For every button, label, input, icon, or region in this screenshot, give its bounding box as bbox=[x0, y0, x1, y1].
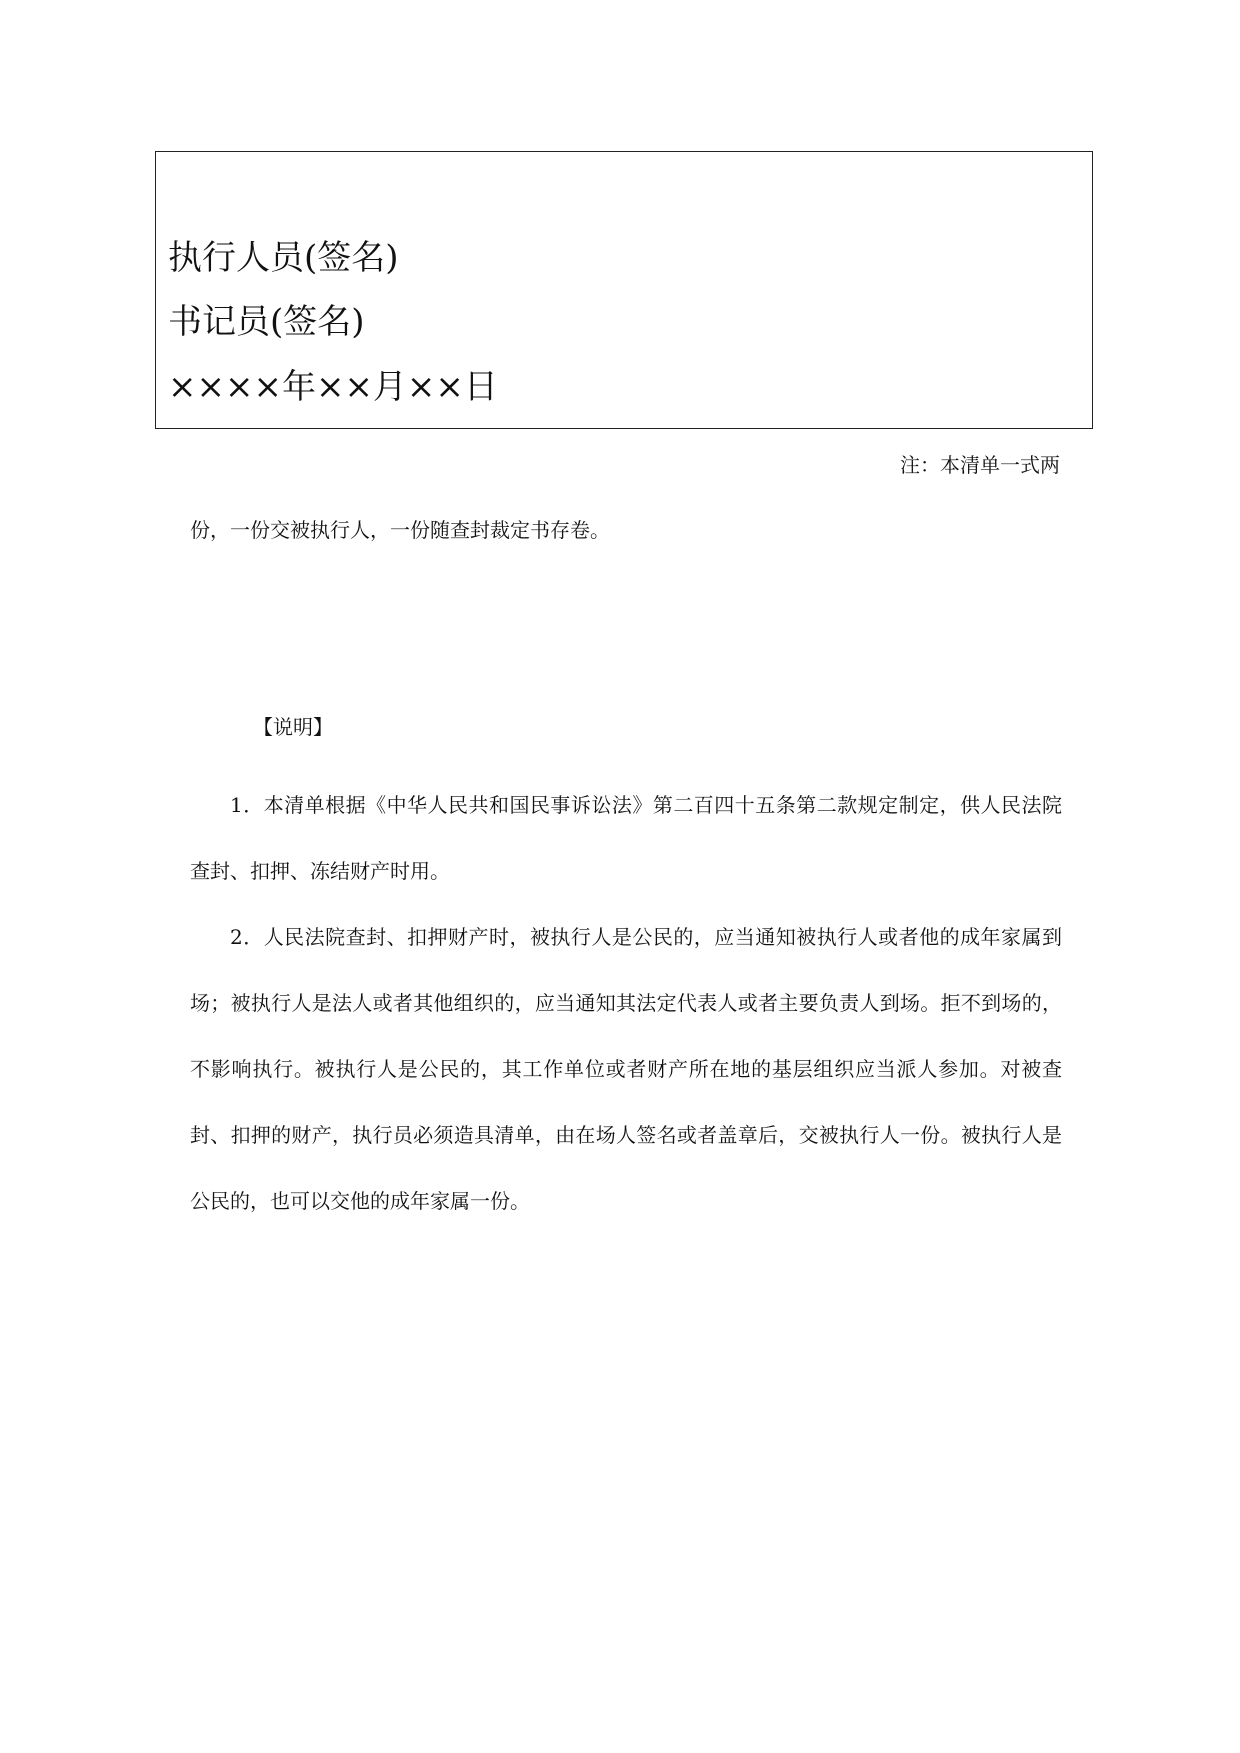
explanation-item-2: 2．人民法院查封、扣押财产时，被执行人是公民的，应当通知被执行人或者他的成年家属到场；被执行人是法人或者其他组织的，应当通知其法定代表人或者主要负责人到场。拒不到场的，不影响执行。被执行人是公民的，其工作单位或者财产所在地的基层组织应当派人参加。对被查封、扣押的财产，执行员必须造具清单，由在场人签名或者盖章后，交被执行人一份。被执行人是公民的，也可以交他的成年家属一份。 bbox=[190, 925, 1062, 1213]
note-line-1: 注：本清单一式两 bbox=[900, 453, 1060, 477]
explanation-title: 【说明】 bbox=[253, 715, 333, 739]
explanation-item-1: 1．本清单根据《中华人民共和国民事诉讼法》第二百四十五条第二款规定制定，供人民法院查封、扣押、冻结财产时用。 bbox=[190, 793, 1062, 883]
date-placeholder: ××××年××月××日 bbox=[168, 367, 498, 407]
explanation-body bbox=[190, 772, 1062, 1234]
clerk-signature-label: 书记员(签名) bbox=[168, 302, 365, 342]
note-line-2: 份，一份交被执行人，一份随查封裁定书存卷。 bbox=[190, 518, 610, 542]
executor-signature-label: 执行人员(签名) bbox=[168, 238, 399, 278]
signature-box bbox=[155, 151, 1093, 429]
